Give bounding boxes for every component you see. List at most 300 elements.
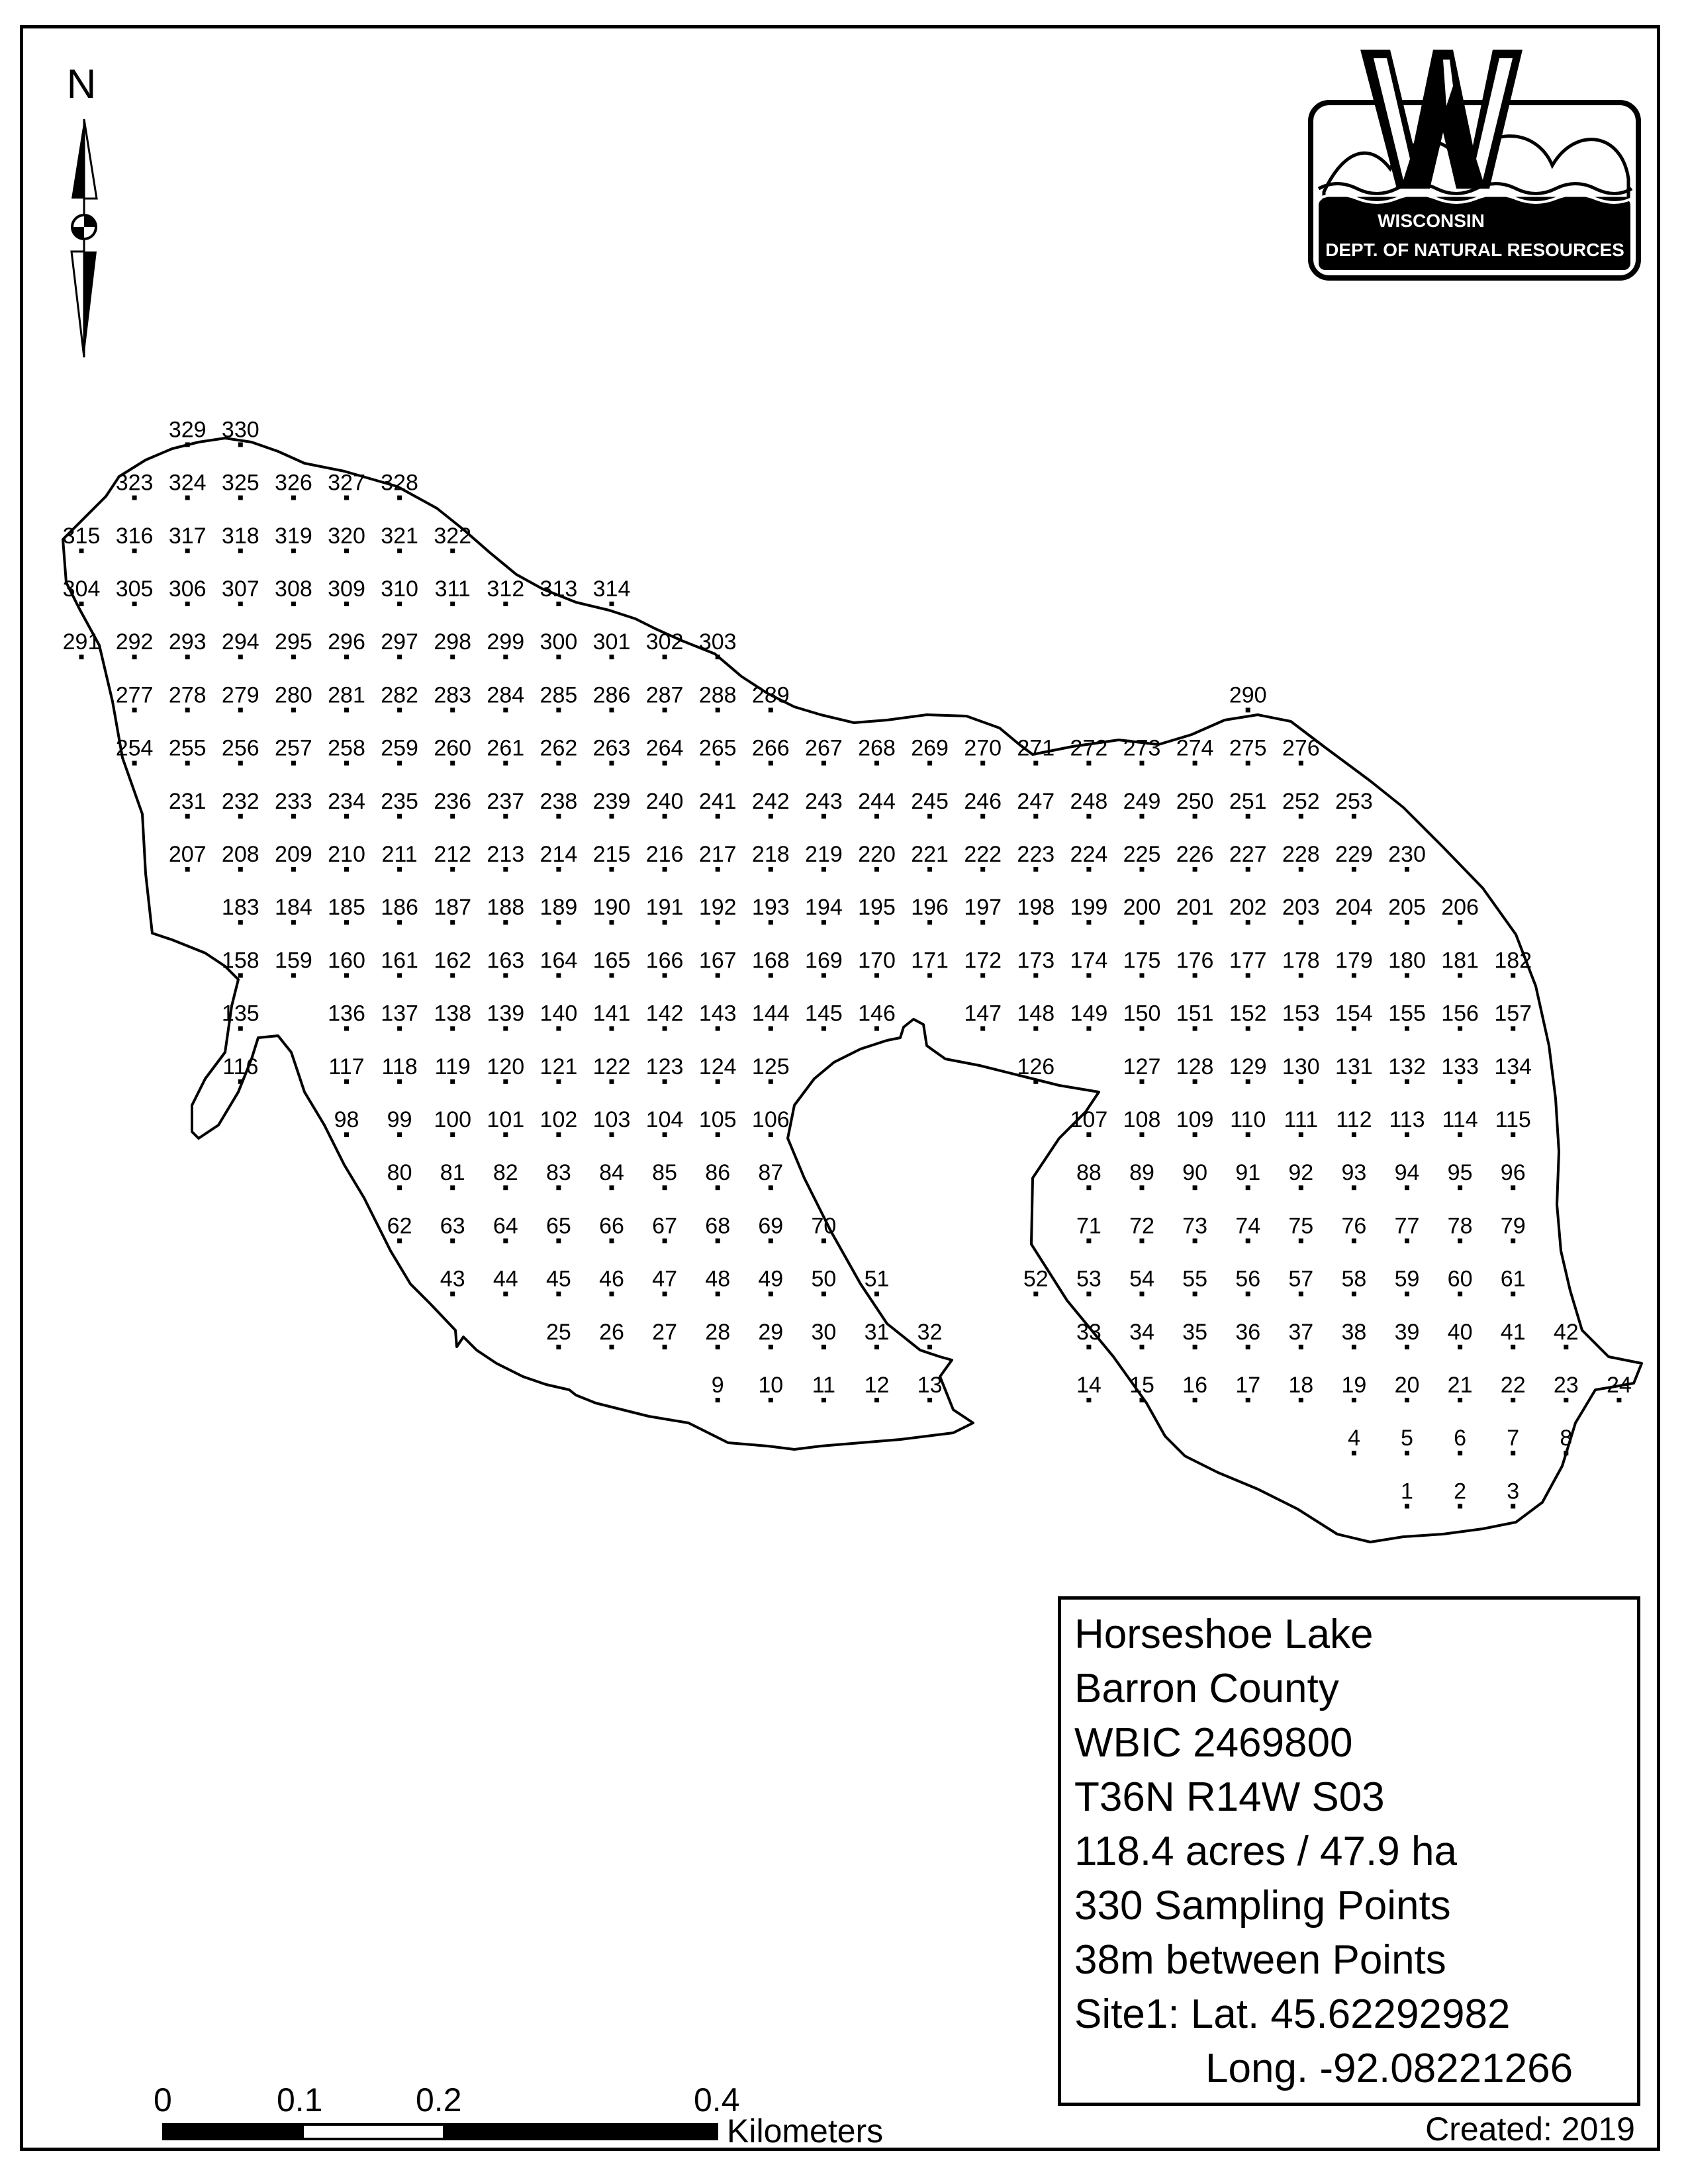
sampling-point-label-111: 111 [1284, 1107, 1319, 1132]
sampling-point-label-175: 175 [1123, 948, 1161, 974]
sampling-point-252 [1299, 814, 1303, 819]
sampling-point-223 [1033, 867, 1038, 872]
point-spacing: 38m between Points [1074, 1937, 1446, 1983]
sampling-point-label-168: 168 [751, 948, 790, 974]
sampling-point-69 [769, 1238, 773, 1243]
sampling-point-64 [503, 1238, 508, 1243]
sampling-point-label-140: 140 [539, 1001, 578, 1026]
sampling-point-label-27: 27 [652, 1319, 678, 1345]
sampling-point-276 [1299, 761, 1303, 766]
sampling-point-label-203: 203 [1282, 895, 1320, 921]
sampling-point-label-266: 266 [751, 735, 790, 761]
sampling-point-54 [1140, 1292, 1145, 1297]
sampling-point-label-71: 71 [1076, 1213, 1102, 1239]
sampling-point-130 [1299, 1079, 1303, 1084]
sampling-point-label-314: 314 [592, 576, 631, 602]
sampling-point-217 [716, 867, 720, 872]
lake-info-box [1058, 1596, 1640, 2106]
sampling-point-261 [503, 761, 508, 766]
sampling-point-126 [1033, 1079, 1038, 1084]
sampling-point-6 [1458, 1451, 1462, 1455]
sampling-point-26 [610, 1345, 614, 1349]
sampling-point-209 [291, 867, 296, 872]
logo-line-1: WISCONSIN [1378, 210, 1485, 231]
sampling-point-79 [1511, 1238, 1515, 1243]
sampling-point-label-10: 10 [758, 1373, 784, 1398]
sampling-point-label-74: 74 [1235, 1213, 1261, 1239]
sampling-point-label-22: 22 [1500, 1373, 1526, 1398]
sampling-point-278 [185, 707, 190, 712]
sampling-point-label-297: 297 [381, 629, 418, 655]
sampling-point-138 [450, 1026, 455, 1031]
scale-segment-2 [304, 2126, 443, 2138]
sampling-point-label-321: 321 [381, 523, 418, 549]
created-date: Created: 2019 [1425, 2111, 1635, 2148]
sampling-point-label-9: 9 [711, 1373, 724, 1398]
sampling-point-label-34: 34 [1129, 1319, 1154, 1345]
sampling-point-label-287: 287 [645, 682, 684, 708]
sampling-point-159 [291, 973, 296, 978]
sampling-point-180 [1405, 973, 1409, 978]
sampling-point-41 [1511, 1345, 1515, 1349]
sampling-point-244 [874, 814, 879, 819]
sampling-point-label-128: 128 [1176, 1054, 1214, 1079]
sampling-point-107 [1086, 1132, 1091, 1137]
sampling-point-label-184: 184 [275, 895, 312, 921]
sampling-point-label-117: 117 [328, 1054, 365, 1079]
sampling-point-label-233: 233 [275, 788, 312, 814]
sampling-point-label-30: 30 [811, 1319, 837, 1345]
sampling-point-label-79: 79 [1500, 1213, 1526, 1239]
sampling-point-178 [1299, 973, 1303, 978]
sampling-point-label-171: 171 [911, 948, 949, 974]
sampling-point-127 [1140, 1079, 1145, 1084]
sampling-point-304 [79, 602, 84, 606]
sampling-point-label-116: 116 [222, 1054, 259, 1079]
sampling-point-287 [663, 707, 667, 712]
sampling-point-16 [1193, 1398, 1197, 1402]
sampling-point-label-262: 262 [539, 735, 578, 761]
sampling-point-285 [556, 707, 561, 712]
sampling-point-167 [716, 973, 720, 978]
sampling-point-label-322: 322 [434, 523, 472, 549]
sampling-point-label-67: 67 [652, 1213, 678, 1239]
sampling-point-label-201: 201 [1176, 895, 1214, 921]
sampling-point-7 [1511, 1451, 1515, 1455]
sampling-point-label-205: 205 [1388, 895, 1426, 921]
scale-tick-0: 0 [154, 2081, 172, 2118]
sampling-point-123 [663, 1079, 667, 1084]
sampling-point-220 [874, 867, 879, 872]
sampling-point-191 [663, 920, 667, 925]
sampling-point-174 [1086, 973, 1091, 978]
sampling-point-270 [980, 761, 985, 766]
sampling-point-label-141: 141 [592, 1001, 631, 1026]
sampling-point-label-220: 220 [858, 842, 896, 867]
sampling-point-label-16: 16 [1182, 1373, 1208, 1398]
sampling-point-27 [663, 1345, 667, 1349]
sampling-point-324 [185, 496, 190, 500]
sampling-point-8 [1564, 1451, 1568, 1455]
north-arrow-icon [71, 119, 97, 357]
sampling-point-135 [238, 1026, 243, 1031]
sampling-point-84 [610, 1185, 614, 1190]
sampling-point-label-228: 228 [1282, 842, 1320, 867]
sampling-point-63 [450, 1238, 455, 1243]
scale-tick-2: 0.2 [416, 2081, 462, 2118]
sampling-point-label-280: 280 [275, 682, 312, 708]
sampling-point-label-219: 219 [805, 842, 843, 867]
sampling-point-291 [79, 655, 84, 659]
sampling-point-292 [132, 655, 137, 659]
sampling-point-124 [716, 1079, 720, 1084]
sampling-point-label-109: 109 [1176, 1107, 1214, 1132]
sampling-point-185 [344, 920, 349, 925]
wbic: WBIC 2469800 [1074, 1720, 1353, 1766]
sampling-point-label-55: 55 [1182, 1266, 1208, 1292]
sampling-point-266 [769, 761, 773, 766]
sampling-point-label-177: 177 [1229, 948, 1267, 974]
sampling-point-label-118: 118 [381, 1054, 418, 1079]
sampling-point-296 [344, 655, 349, 659]
sampling-point-label-223: 223 [1017, 842, 1055, 867]
sampling-point-label-102: 102 [539, 1107, 578, 1132]
sampling-point-271 [1033, 761, 1038, 766]
sampling-point-label-148: 148 [1017, 1001, 1055, 1026]
sampling-point-label-61: 61 [1500, 1266, 1526, 1292]
sampling-point-264 [663, 761, 667, 766]
scale-unit: Kilometers [727, 2113, 884, 2150]
sampling-point-181 [1458, 973, 1462, 978]
sampling-point-label-126: 126 [1017, 1054, 1055, 1079]
sampling-point-label-86: 86 [705, 1160, 731, 1186]
sampling-point-207 [185, 867, 190, 872]
sampling-point-117 [344, 1079, 349, 1084]
sampling-point-151 [1193, 1026, 1197, 1031]
sampling-point-label-165: 165 [592, 948, 631, 974]
sampling-point-263 [610, 761, 614, 766]
sampling-point-196 [927, 920, 932, 925]
sampling-point-label-58: 58 [1341, 1266, 1367, 1292]
sampling-point-89 [1140, 1185, 1145, 1190]
sampling-point-150 [1140, 1026, 1145, 1031]
sampling-point-183 [238, 920, 243, 925]
sampling-point-274 [1193, 761, 1197, 766]
sampling-point-label-41: 41 [1500, 1319, 1526, 1345]
sampling-point-221 [927, 867, 932, 872]
sampling-point-73 [1193, 1238, 1197, 1243]
sampling-point-label-256: 256 [221, 735, 259, 761]
sampling-point-label-239: 239 [592, 788, 631, 814]
sampling-point-43 [450, 1292, 455, 1297]
sampling-point-288 [716, 707, 720, 712]
sampling-point-250 [1193, 814, 1197, 819]
sampling-point-label-82: 82 [492, 1160, 518, 1186]
sampling-point-258 [344, 761, 349, 766]
sampling-point-289 [769, 707, 773, 712]
sampling-point-328 [397, 496, 402, 500]
sampling-point-225 [1140, 867, 1145, 872]
sampling-point-label-158: 158 [221, 948, 259, 974]
lake-name: Horseshoe Lake [1074, 1612, 1374, 1657]
sampling-point-label-192: 192 [698, 895, 737, 921]
sampling-point-145 [821, 1026, 826, 1031]
sampling-point-259 [397, 761, 402, 766]
sampling-point-label-237: 237 [487, 788, 525, 814]
sampling-point-label-296: 296 [328, 629, 365, 655]
sampling-point-52 [1033, 1292, 1038, 1297]
sampling-point-240 [663, 814, 667, 819]
sampling-point-label-174: 174 [1070, 948, 1108, 974]
sampling-point-245 [927, 814, 932, 819]
sampling-point-199 [1086, 920, 1091, 925]
sampling-point-215 [610, 867, 614, 872]
sampling-point-306 [185, 602, 190, 606]
sampling-point-label-298: 298 [434, 629, 472, 655]
sampling-point-label-289: 289 [751, 682, 790, 708]
sampling-point-label-307: 307 [221, 576, 259, 602]
sampling-point-label-124: 124 [698, 1054, 737, 1079]
sampling-point-284 [503, 707, 508, 712]
sampling-point-label-153: 153 [1282, 1001, 1320, 1026]
sampling-point-label-214: 214 [539, 842, 578, 867]
sampling-point-label-218: 218 [751, 842, 790, 867]
sampling-point-label-106: 106 [751, 1107, 790, 1132]
sampling-point-113 [1405, 1132, 1409, 1137]
sampling-point-label-301: 301 [592, 629, 631, 655]
sampling-point-10 [769, 1398, 773, 1402]
sampling-point-241 [716, 814, 720, 819]
sampling-point-111 [1299, 1132, 1303, 1137]
sampling-point-label-36: 36 [1235, 1319, 1261, 1345]
sampling-point-24 [1617, 1398, 1621, 1402]
sampling-point-206 [1458, 920, 1462, 925]
sampling-point-282 [397, 707, 402, 712]
sampling-point-label-72: 72 [1129, 1213, 1154, 1239]
sampling-point-164 [556, 973, 561, 978]
sampling-point-label-32: 32 [917, 1319, 943, 1345]
sampling-point-168 [769, 973, 773, 978]
sampling-point-46 [610, 1292, 614, 1297]
sampling-point-label-29: 29 [758, 1319, 784, 1345]
sampling-point-103 [610, 1132, 614, 1137]
sampling-point-label-242: 242 [751, 788, 790, 814]
sampling-point-label-147: 147 [964, 1001, 1002, 1026]
sampling-point-label-95: 95 [1447, 1160, 1473, 1186]
sampling-point-label-179: 179 [1335, 948, 1373, 974]
sampling-point-label-77: 77 [1394, 1213, 1420, 1239]
sampling-point-161 [397, 973, 402, 978]
sampling-point-281 [344, 707, 349, 712]
sampling-point-label-225: 225 [1123, 842, 1161, 867]
sampling-point-193 [769, 920, 773, 925]
sampling-point-label-44: 44 [492, 1266, 518, 1292]
sampling-point-318 [238, 549, 243, 553]
sampling-point-label-197: 197 [964, 895, 1002, 921]
sampling-point-label-208: 208 [221, 842, 259, 867]
sampling-point-label-319: 319 [275, 523, 312, 549]
county: Barron County [1074, 1666, 1339, 1711]
sampling-point-label-255: 255 [168, 735, 207, 761]
sampling-point-label-224: 224 [1070, 842, 1108, 867]
sampling-point-label-156: 156 [1441, 1001, 1479, 1026]
sampling-point-53 [1086, 1292, 1091, 1297]
sampling-point-70 [821, 1238, 826, 1243]
sampling-point-label-172: 172 [964, 948, 1002, 974]
sampling-point-86 [716, 1185, 720, 1190]
sampling-point-227 [1246, 867, 1250, 872]
sampling-point-120 [503, 1079, 508, 1084]
sampling-point-label-264: 264 [645, 735, 684, 761]
sampling-point-label-133: 133 [1441, 1054, 1479, 1079]
sampling-point-label-31: 31 [864, 1319, 890, 1345]
sampling-point-91 [1246, 1185, 1250, 1190]
sampling-point-label-149: 149 [1070, 1001, 1108, 1026]
sampling-point-128 [1193, 1079, 1197, 1084]
sampling-point-51 [874, 1292, 879, 1297]
sampling-point-94 [1405, 1185, 1409, 1190]
sampling-point-label-186: 186 [381, 895, 418, 921]
sampling-point-210 [344, 867, 349, 872]
sampling-point-230 [1405, 867, 1409, 872]
sampling-point-47 [663, 1292, 667, 1297]
sampling-point-label-292: 292 [115, 629, 154, 655]
sampling-point-label-212: 212 [434, 842, 472, 867]
sampling-point-14 [1086, 1398, 1091, 1402]
scale-segment-1 [165, 2126, 304, 2138]
sampling-point-label-85: 85 [652, 1160, 678, 1186]
sampling-point-236 [450, 814, 455, 819]
sampling-point-label-232: 232 [221, 788, 259, 814]
sampling-point-133 [1458, 1079, 1462, 1084]
sampling-point-205 [1405, 920, 1409, 925]
sampling-point-19 [1352, 1398, 1356, 1402]
sampling-point-81 [450, 1185, 455, 1190]
sampling-point-30 [821, 1345, 826, 1349]
sampling-point-label-64: 64 [492, 1213, 518, 1239]
sampling-point-294 [238, 655, 243, 659]
sampling-point-42 [1564, 1345, 1568, 1349]
sampling-point-184 [291, 920, 296, 925]
sampling-point-202 [1246, 920, 1250, 925]
sampling-point-label-176: 176 [1176, 948, 1214, 974]
sampling-point-label-75: 75 [1288, 1213, 1314, 1239]
sampling-point-label-210: 210 [328, 842, 365, 867]
sampling-point-246 [980, 814, 985, 819]
sampling-point-302 [663, 655, 667, 659]
sampling-point-313 [556, 602, 561, 606]
sampling-point-158 [238, 973, 243, 978]
sampling-point-96 [1511, 1185, 1515, 1190]
sampling-point-77 [1405, 1238, 1409, 1243]
sampling-point-label-234: 234 [328, 788, 365, 814]
sampling-point-132 [1405, 1079, 1409, 1084]
sampling-point-235 [397, 814, 402, 819]
sampling-point-label-89: 89 [1129, 1160, 1154, 1186]
sampling-point-label-15: 15 [1129, 1373, 1154, 1398]
sampling-point-label-114: 114 [1442, 1107, 1478, 1132]
sampling-point-label-60: 60 [1447, 1266, 1473, 1292]
sampling-point-label-245: 245 [911, 788, 949, 814]
sampling-point-194 [821, 920, 826, 925]
sampling-point-label-121: 121 [539, 1054, 578, 1079]
sampling-point-label-59: 59 [1394, 1266, 1420, 1292]
sampling-point-label-187: 187 [434, 895, 472, 921]
sampling-point-label-33: 33 [1076, 1319, 1102, 1345]
sampling-point-label-3: 3 [1507, 1479, 1520, 1504]
sampling-point-62 [397, 1238, 402, 1243]
sampling-point-label-194: 194 [805, 895, 843, 921]
sampling-point-12 [874, 1398, 879, 1402]
sampling-point-label-14: 14 [1076, 1373, 1102, 1398]
sampling-point-75 [1299, 1238, 1303, 1243]
sampling-point-label-105: 105 [698, 1107, 737, 1132]
sampling-point-label-222: 222 [964, 842, 1002, 867]
sampling-point-166 [663, 973, 667, 978]
sampling-point-311 [450, 602, 455, 606]
sampling-point-label-178: 178 [1282, 948, 1320, 974]
sampling-point-label-35: 35 [1182, 1319, 1208, 1345]
sampling-point-200 [1140, 920, 1145, 925]
sampling-point-label-99: 99 [387, 1107, 412, 1132]
sampling-point-label-182: 182 [1494, 948, 1532, 974]
sampling-point-239 [610, 814, 614, 819]
sampling-point-label-53: 53 [1076, 1266, 1102, 1292]
sampling-point-label-329: 329 [168, 417, 207, 443]
sampling-point-112 [1352, 1132, 1356, 1137]
sampling-point-label-45: 45 [545, 1266, 571, 1292]
sampling-point-label-317: 317 [168, 523, 207, 549]
north-arrow [67, 62, 97, 357]
sampling-point-234 [344, 814, 349, 819]
sampling-point-label-302: 302 [645, 629, 684, 655]
sampling-point-label-288: 288 [698, 682, 737, 708]
sampling-point-49 [769, 1292, 773, 1297]
sampling-point-226 [1193, 867, 1197, 872]
sampling-point-211 [397, 867, 402, 872]
sampling-point-label-290: 290 [1229, 682, 1267, 708]
sampling-point-label-272: 272 [1070, 735, 1108, 761]
sampling-point-298 [450, 655, 455, 659]
sampling-point-label-241: 241 [698, 788, 737, 814]
sampling-point-224 [1086, 867, 1091, 872]
sampling-point-256 [238, 761, 243, 766]
area: 118.4 acres / 47.9 ha [1074, 1829, 1457, 1874]
sampling-point-label-2: 2 [1454, 1479, 1467, 1504]
sampling-point-label-166: 166 [645, 948, 684, 974]
sampling-point-label-42: 42 [1553, 1319, 1579, 1345]
sampling-point-286 [610, 707, 614, 712]
sampling-point-197 [980, 920, 985, 925]
sampling-point-99 [397, 1132, 402, 1137]
sampling-point-label-68: 68 [705, 1213, 731, 1239]
sampling-point-5 [1405, 1451, 1409, 1455]
sampling-point-label-216: 216 [645, 842, 684, 867]
sampling-point-label-185: 185 [328, 895, 365, 921]
sampling-point-171 [927, 973, 932, 978]
sampling-point-72 [1140, 1238, 1145, 1243]
sampling-point-label-243: 243 [805, 788, 843, 814]
sampling-point-20 [1405, 1398, 1409, 1402]
sampling-point-label-257: 257 [275, 735, 312, 761]
sampling-point-28 [716, 1345, 720, 1349]
sampling-point-300 [556, 655, 561, 659]
sampling-point-label-90: 90 [1182, 1160, 1208, 1186]
sampling-point-76 [1352, 1238, 1356, 1243]
sampling-point-label-123: 123 [645, 1054, 684, 1079]
sampling-point-label-152: 152 [1229, 1001, 1267, 1026]
sampling-point-95 [1458, 1185, 1462, 1190]
